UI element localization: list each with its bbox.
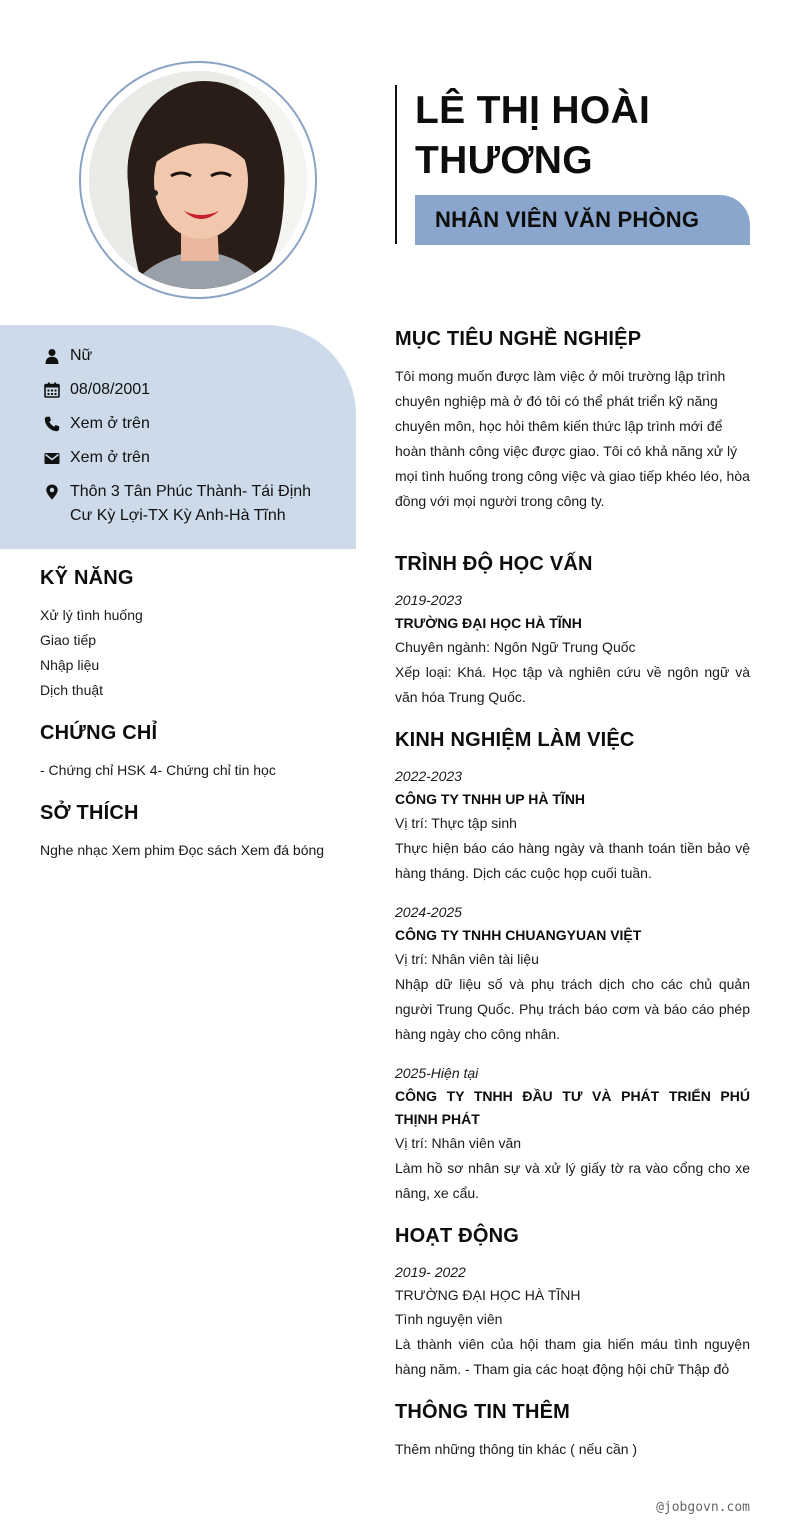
footer-brand[interactable]: @jobgovn.com xyxy=(656,1500,750,1515)
experience-role: Vị trí: Nhân viên văn xyxy=(395,1135,522,1151)
experience-company: CÔNG TY TNHH CHUANGYUAN VIỆT xyxy=(395,927,642,943)
contact-gender xyxy=(44,344,320,368)
position-badge xyxy=(415,195,750,245)
activities-role: Tình nguyện viên xyxy=(395,1311,503,1327)
activities-title: HOẠT ĐỘNG xyxy=(395,1225,520,1247)
skill-item: Xử lý tình huống xyxy=(40,607,143,623)
additional-text: Thêm những thông tin khác ( nếu cần ) xyxy=(395,1441,638,1457)
certificates-title: CHỨNG CHỈ xyxy=(40,722,158,744)
objective-text: Tôi mong muốn được làm việc ở môi trường lập trình chuyên nghiệp mà ở đó tôi có thể phát triển kỹ năng chuyên môn, học hỏi thêm kiến thức lập trình mới để hoàn thành công việc được giao. Tôi có khả năng xử lý mọi tình huống trong công việc và giao tiếp khéo léo, hòa đồng với mọi người trong công ty. xyxy=(395,368,750,509)
gender-text: Nữ xyxy=(70,347,93,364)
activities-desc: Là thành viên của hội tham gia hiến máu tình nguyện hàng năm. - Tham gia các hoạt động hội chữ Thập đỏ xyxy=(395,1336,750,1377)
experience-desc: Nhập dữ liệu số và phụ trách dịch cho các chủ quản người Trung Quốc. Phụ trách báo cơm và báo cáo phép hàng ngày cho công nhân. xyxy=(395,976,750,1042)
mail-icon xyxy=(44,446,60,470)
hobbies-title: SỞ THÍCH xyxy=(40,802,139,824)
experience-period: 2022-2023 xyxy=(395,768,462,784)
education-grade: Xếp loại: Khá. Học tập và nghiên cứu về ngôn ngữ và văn hóa Trung Quốc. xyxy=(395,664,750,705)
education-period: 2019-2023 xyxy=(395,592,462,608)
birthday-text: 08/08/2001 xyxy=(70,381,151,398)
contact-email xyxy=(44,446,320,470)
skill-item: Nhập liệu xyxy=(40,657,100,673)
education-title: TRÌNH ĐỘ HỌC VẤN xyxy=(395,553,593,575)
skills-title: KỸ NĂNG xyxy=(40,567,134,589)
email-text[interactable]: Xem ở trên xyxy=(70,449,150,466)
experience-period: 2024-2025 xyxy=(395,904,462,920)
activities-period: 2019- 2022 xyxy=(395,1264,466,1280)
address-text: Thôn 3 Tân Phúc Thành- Tái Định Cư Kỳ Lợi-TX Kỳ Anh-Hà Tĩnh xyxy=(70,483,312,524)
activities-org: TRƯỜNG ĐẠI HỌC HÀ TĨNH xyxy=(395,1287,581,1303)
education-major: Chuyên ngành: Ngôn Ngữ Trung Quốc xyxy=(395,639,636,655)
skill-item: Dịch thuật xyxy=(40,682,104,698)
experience-company: CÔNG TY TNHH UP HÀ TĨNH xyxy=(395,791,586,807)
additional-title: THÔNG TIN THÊM xyxy=(395,1401,571,1423)
contact-birthday xyxy=(44,378,320,402)
experience-title: KINH NGHIỆM LÀM VIỆC xyxy=(395,729,635,751)
experience-company: CÔNG TY TNHH ĐẦU TƯ VÀ PHÁT TRIỂN PHÚ THỊNH PHÁT xyxy=(395,1088,750,1127)
experience-desc: Thực hiện báo cáo hàng ngày và thanh toán tiền bảo vệ hàng tháng. Dịch các cuộc họp cuối tuần. xyxy=(395,840,750,881)
avatar xyxy=(89,71,307,289)
position-title: NHÂN VIÊN VĂN PHÒNG xyxy=(435,207,700,232)
skill-item: Giao tiếp xyxy=(40,632,97,648)
candidate-name: LÊ THỊ HOÀI THƯƠNG xyxy=(415,89,651,182)
contact-phone xyxy=(44,412,320,436)
avatar-frame xyxy=(79,61,317,299)
experience-role: Vị trí: Nhân viên tài liệu xyxy=(395,951,539,967)
education-school: TRƯỜNG ĐẠI HỌC HÀ TĨNH xyxy=(395,615,582,631)
phone-icon xyxy=(44,412,60,436)
experience-role: Vị trí: Thực tập sinh xyxy=(395,815,517,831)
header-divider xyxy=(395,85,397,244)
user-icon xyxy=(44,344,60,368)
experience-period: 2025-Hiện tại xyxy=(395,1065,479,1081)
location-pin-icon xyxy=(44,480,60,504)
certificates-text: - Chứng chỉ HSK 4- Chứng chỉ tin học xyxy=(40,762,276,778)
contact-address xyxy=(44,480,320,528)
calendar-icon xyxy=(44,378,60,402)
phone-text[interactable]: Xem ở trên xyxy=(70,415,150,432)
objective-title: MỤC TIÊU NGHỀ NGHIỆP xyxy=(395,328,642,350)
hobbies-text: Nghe nhạc Xem phim Đọc sách Xem đá bóng xyxy=(40,842,325,858)
experience-desc: Làm hồ sơ nhân sự và xử lý giấy tờ ra vào cổng cho xe nâng, xe cẩu. xyxy=(395,1160,750,1201)
